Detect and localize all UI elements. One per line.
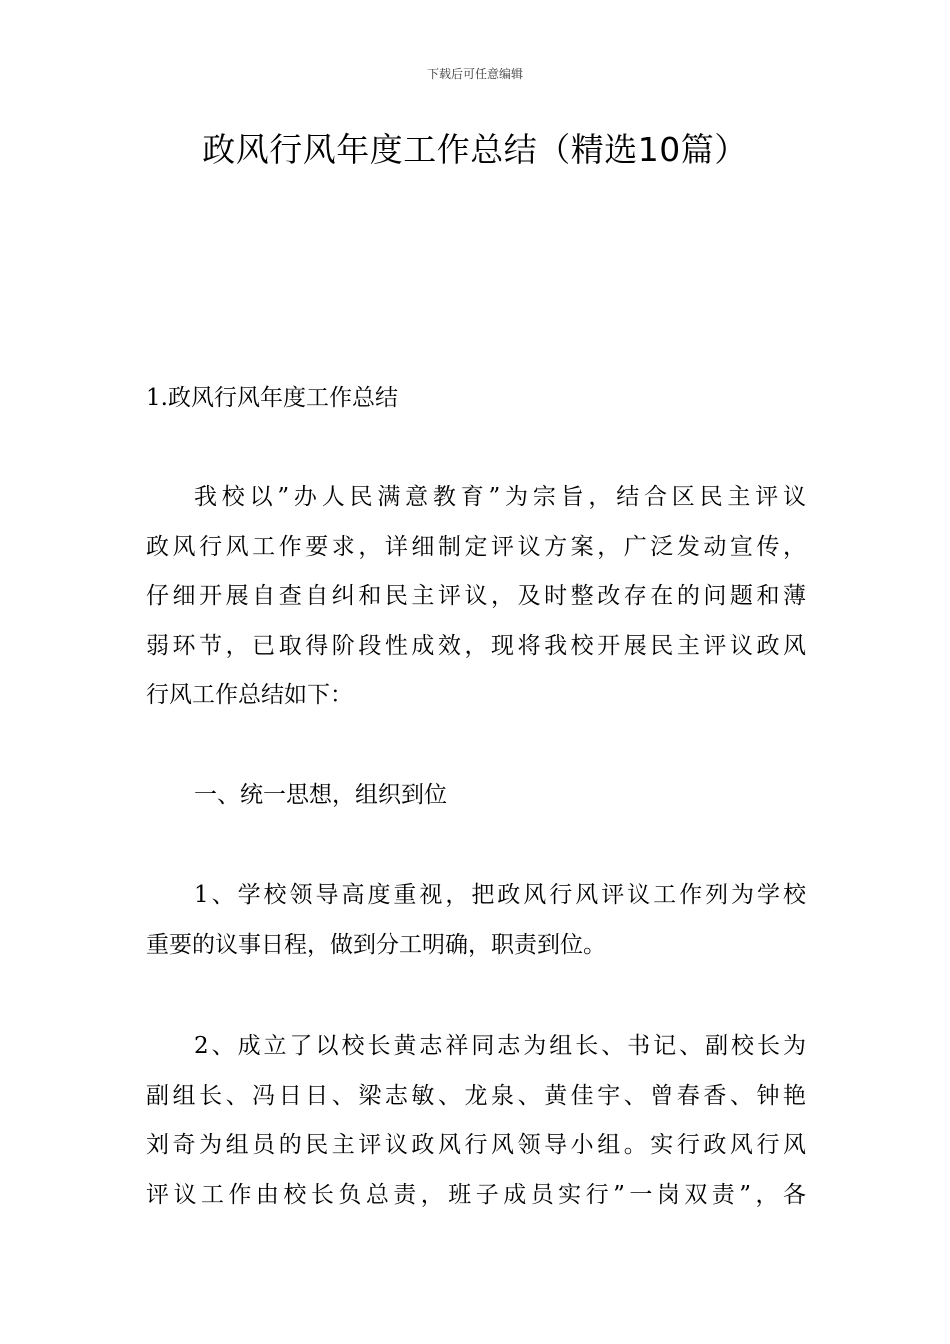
page-header-note: 下载后可任意编辑: [426, 67, 523, 81]
paragraph-line: 副组长、冯日日、梁志敏、龙泉、黄佳宇、曾春香、钟艳: [146, 1082, 806, 1109]
paragraph-subheading: [146, 771, 806, 821]
subsection-heading: 一、统一思想，组织到位: [194, 782, 447, 808]
section-heading: 1.政风行风年度工作总结: [146, 385, 398, 411]
paragraph-line: 评议工作由校长负总责，班子成员实行”一岗双责”，各: [146, 1181, 806, 1208]
paragraph-line: 重要的议事日程，做到分工明确，职责到位。: [146, 931, 606, 958]
paragraph-line: 刘奇为组员的民主评议政风行风领导小组。实行政风行风: [146, 1132, 806, 1158]
document-title: 政风行风年度工作总结（精选10篇）: [202, 130, 748, 169]
paragraph-line: 我校以”办人民满意教育”为宗旨，结合区民主评议: [194, 484, 806, 510]
paragraph-line: 2、成立了以校长黄志祥同志为组长、书记、副校长为: [194, 1033, 806, 1059]
paragraph-item-2: [146, 1022, 806, 1220]
paragraph-line: 行风工作总结如下：: [146, 682, 353, 708]
paragraph-line: 政风行风工作要求，详细制定评议方案，广泛发动宣传，: [146, 533, 806, 560]
paragraph-item-1: [146, 871, 806, 970]
paragraph-line: 仔细开展自查自纠和民主评议，及时整改存在的问题和薄: [146, 583, 806, 609]
paragraph-line: 1、学校领导高度重视，把政风行风评议工作列为学校: [194, 882, 806, 908]
paragraph-intro: [146, 473, 806, 721]
paragraph-line: 弱环节，已取得阶段性成效，现将我校开展民主评议政风: [146, 632, 806, 659]
